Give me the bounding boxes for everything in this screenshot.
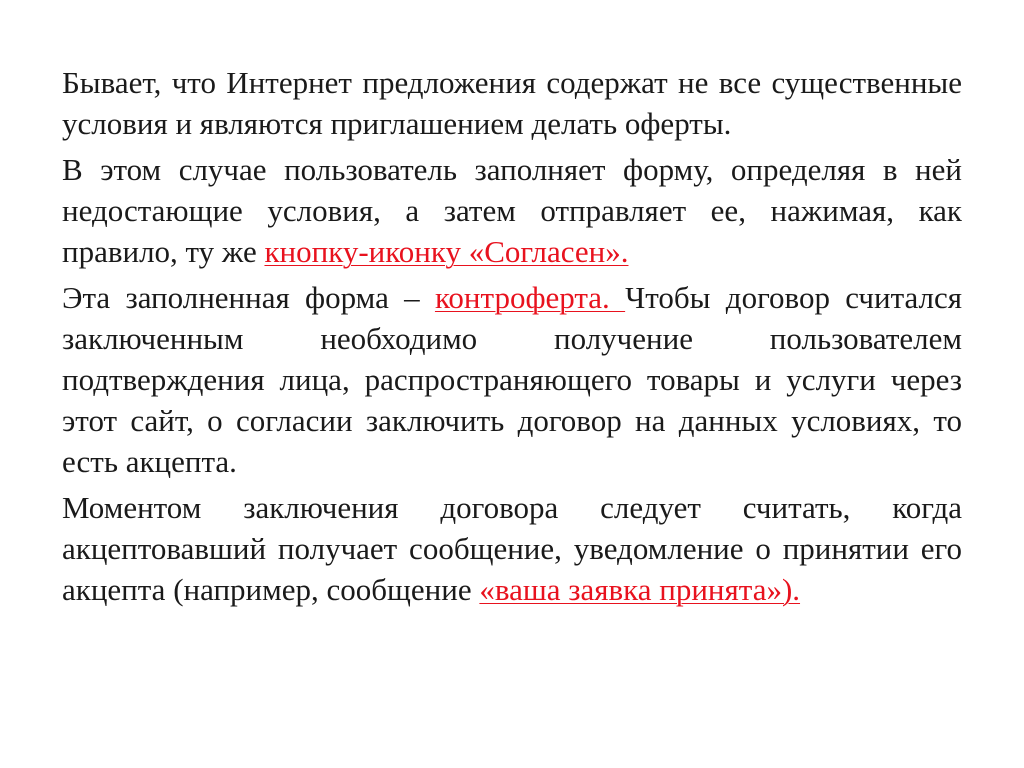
paragraph-conclusion-text: Моментом заключения договора следует считать, когда акцептовавший получает сообщение, уведомление о принятии его акцепта (например, сообщение <box>62 490 962 607</box>
paragraph-form-fill <box>62 149 962 272</box>
paragraph-counteroffer-intro: Эта заполненная форма – <box>62 280 435 315</box>
counteroffer-link[interactable]: контроферта. <box>434 280 626 315</box>
paragraph-counteroffer-text: Чтобы договор считался заключенным необходимо получение пользователем подтверждения лица, распространяющего товары и услуги через этот сайт, о согласии заключить договор на данных условиях, то есть акцепта. <box>62 280 963 479</box>
paragraph-offers <box>62 62 962 144</box>
paragraph-offers-text: Бывает, что Интернет предложения содержат не все существенные условия и являются приглашением делать оферты. <box>62 65 962 141</box>
agree-button-link[interactable]: кнопку-иконку «Согласен». <box>264 234 629 269</box>
application-accepted-link[interactable]: «ваша заявка принята»). <box>479 572 801 607</box>
paragraph-conclusion-moment <box>62 487 962 610</box>
paragraph-form-fill-text: В этом случае пользователь заполняет форму, определяя в ней недостающие условия, а затем отправляет ее, нажимая, как правило, ту же <box>62 152 962 269</box>
paragraph-counteroffer <box>62 277 962 482</box>
